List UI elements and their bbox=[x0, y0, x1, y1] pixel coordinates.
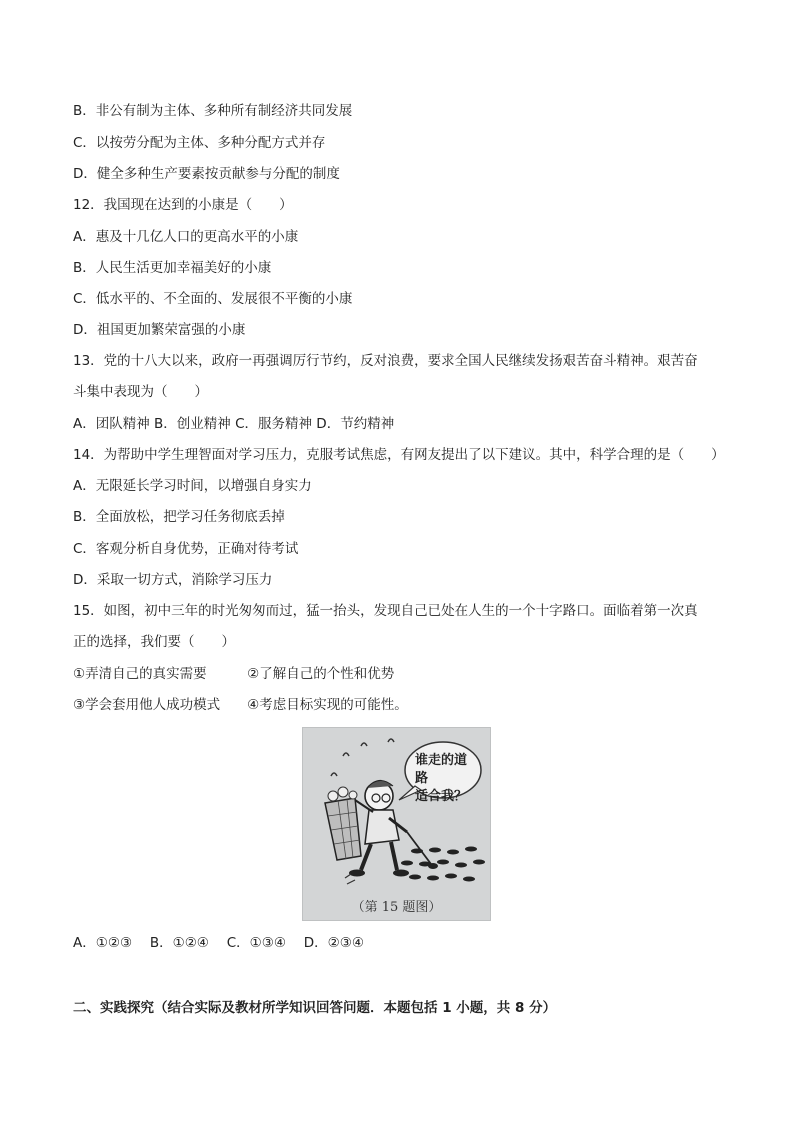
option-d-12: D．祖国更加繁荣富强的小康 bbox=[73, 322, 246, 338]
speech-bubble bbox=[415, 752, 479, 806]
statement-1-2: ①弄清自己的真实需要 ②了解自己的个性和优势 bbox=[73, 666, 395, 682]
option-c-11: C．以按劳分配为主体、多种分配方式并存 bbox=[73, 135, 326, 151]
option-a-14: A．无限延长学习时间，以增强自身实力 bbox=[73, 478, 312, 494]
question-13-line2: 斗集中表现为（ ） bbox=[73, 384, 208, 400]
option-b-14: B．全面放松，把学习任务彻底丢掉 bbox=[73, 509, 285, 525]
figure-caption: （第 15 题图） bbox=[351, 900, 442, 915]
option-b-11: B．非公有制为主体、多种所有制经济共同发展 bbox=[73, 103, 353, 119]
question-15-line2: 正的选择，我们要（ ） bbox=[73, 634, 235, 650]
question-14: 14．为帮助中学生理智面对学习压力，克服考试焦虑，有网友提出了以下建议。其中，科学合理的是（ ） bbox=[73, 447, 725, 463]
option-d-14: D．采取一切方式，消除学习压力 bbox=[73, 572, 273, 588]
bubble-line-1: 谁走的道路 bbox=[415, 753, 468, 786]
bubble-line-2: 适合我？ bbox=[415, 789, 468, 804]
option-a-12: A．惠及十几亿人口的更高水平的小康 bbox=[73, 229, 299, 245]
option-c-12: C．低水平的、不全面的、发展很不平衡的小康 bbox=[73, 291, 353, 307]
options-15: A．①②③ B．①②④ C．①③④ D．②③④ bbox=[73, 935, 364, 951]
option-d-11: D．健全多种生产要素按贡献参与分配的制度 bbox=[73, 166, 340, 182]
option-c-14: C．客观分析自身优势，正确对待考试 bbox=[73, 541, 299, 557]
question-12: 12．我国现在达到的小康是（ ） bbox=[73, 197, 293, 213]
options-13: A．团队精神 B．创业精神 C．服务精神 D．节约精神 bbox=[73, 416, 395, 432]
question-13-line1: 13．党的十八大以来，政府一再强调厉行节约，反对浪费，要求全国人民继续发扬艰苦奋斗精神。艰苦奋 bbox=[73, 353, 698, 369]
question-15-line1: 15．如图，初中三年的时光匆匆而过，猛一抬头，发现自己已处在人生的一个十字路口。面临着第一次真 bbox=[73, 603, 698, 619]
statement-3-4: ③学会套用他人成功模式 ④考虑目标实现的可能性。 bbox=[73, 697, 408, 713]
section-heading: 二、实践探究（结合实际及教材所学知识回答问题．本题包括 1 小题，共 8 分） bbox=[73, 1000, 557, 1016]
cartoon-figure bbox=[302, 727, 491, 921]
option-b-12: B．人民生活更加幸福美好的小康 bbox=[73, 260, 272, 276]
